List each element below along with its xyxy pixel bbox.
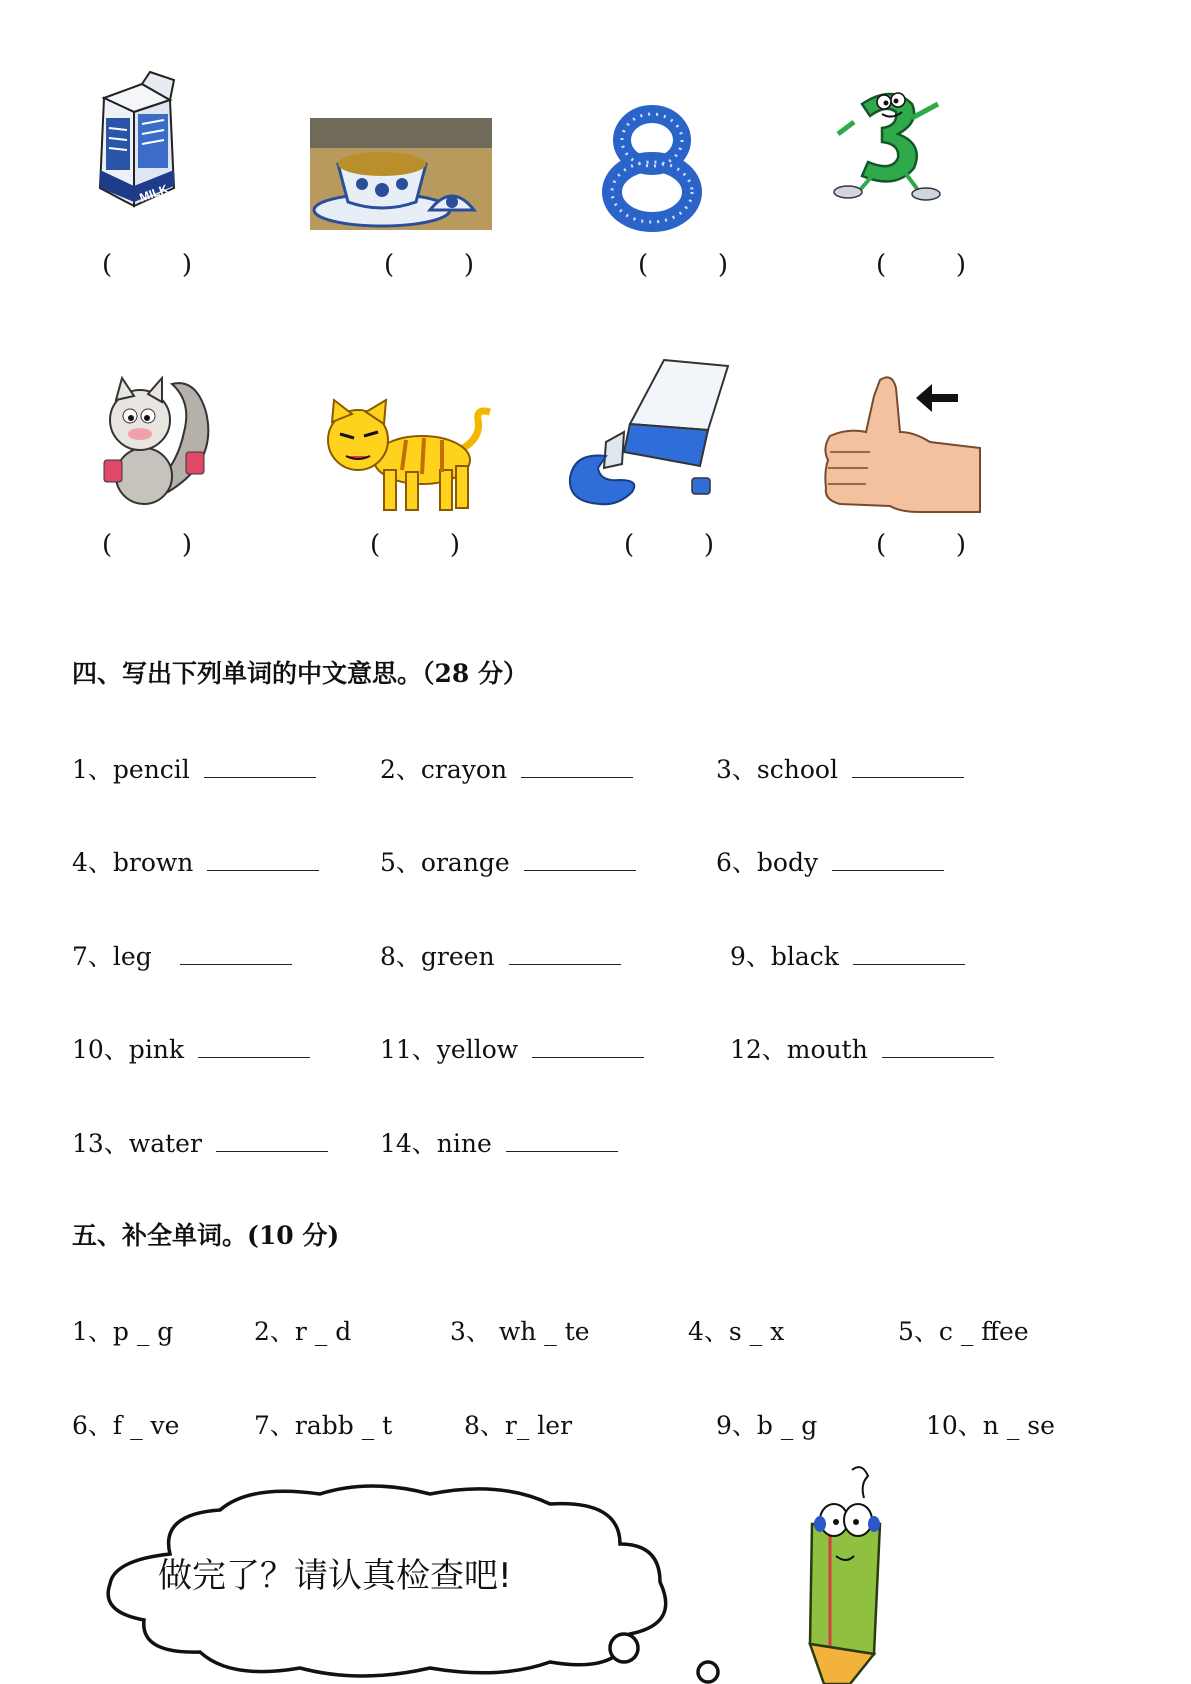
bracket-open: (: [370, 530, 381, 560]
answer-bracket[interactable]: [370, 530, 460, 560]
cat-picture: [306, 400, 502, 516]
bracket-close: ): [181, 530, 192, 560]
fill-word-item[interactable]: 5、c _ ffee: [898, 1317, 1029, 1346]
answer-blank[interactable]: [853, 942, 965, 965]
answer-blank[interactable]: [506, 1129, 618, 1152]
bracket-close: ): [449, 530, 460, 560]
answer-blank[interactable]: [204, 755, 316, 778]
answer-blank[interactable]: [532, 1035, 644, 1058]
answer-bracket[interactable]: [876, 530, 966, 560]
answer-blank[interactable]: [882, 1035, 994, 1058]
word-item: 7、leg: [72, 937, 292, 973]
pencil-character-picture: [790, 1464, 910, 1684]
fill-word-item[interactable]: 7、rabb _ t: [254, 1411, 393, 1440]
word-item: 14、nine: [380, 1124, 618, 1160]
bracket-close: ): [717, 250, 728, 280]
fill-word-item[interactable]: 8、r_ ler: [464, 1411, 573, 1440]
answer-bracket[interactable]: [624, 530, 714, 560]
bracket-open: (: [638, 250, 649, 280]
word-item: 6、body: [716, 843, 944, 879]
word-item: 12、mouth: [730, 1030, 994, 1066]
answer-bracket[interactable]: [638, 250, 728, 280]
word-item: 13、water: [72, 1124, 328, 1160]
tea-cup-picture: [310, 118, 492, 230]
bracket-open: (: [384, 250, 395, 280]
fill-word-item[interactable]: 9、b _ g: [716, 1411, 818, 1440]
fill-word-item[interactable]: 2、r _ d: [254, 1317, 352, 1346]
bracket-open: (: [102, 250, 113, 280]
bracket-close: ): [181, 250, 192, 280]
number-eight-picture: [602, 108, 702, 226]
bracket-close: ): [703, 530, 714, 560]
answer-blank[interactable]: [180, 942, 292, 965]
answer-bracket[interactable]: [102, 530, 192, 560]
toothpaste-picture: [560, 360, 750, 510]
bubble-text: 做完了？请认真检查吧!: [158, 1556, 512, 1596]
bracket-open: (: [876, 530, 887, 560]
word-item: 10、pink: [72, 1030, 310, 1066]
bracket-open: (: [876, 250, 887, 280]
answer-blank[interactable]: [216, 1129, 328, 1152]
word-item: 11、yellow: [380, 1030, 644, 1066]
answer-blank[interactable]: [852, 755, 964, 778]
section5-heading: 五、补全单词。(10 分): [72, 1221, 340, 1250]
word-item: 5、orange: [380, 843, 636, 879]
bracket-open: (: [624, 530, 635, 560]
answer-blank[interactable]: [198, 1035, 310, 1058]
fill-word-item[interactable]: 6、f _ ve: [72, 1411, 180, 1440]
thumb-picture: [820, 372, 982, 522]
answer-blank[interactable]: [207, 848, 319, 871]
word-item: 3、school: [716, 750, 964, 786]
milk-label: MILK: [137, 181, 170, 205]
fill-word-item[interactable]: 4、s _ x: [688, 1317, 785, 1346]
word-item: 1、pencil: [72, 750, 316, 786]
word-item: 2、crayon: [380, 750, 633, 786]
answer-bracket[interactable]: [102, 250, 192, 280]
word-item: 8、green: [380, 937, 621, 973]
squirrel-picture: [88, 372, 218, 508]
fill-word-item[interactable]: 3、 wh _ te: [450, 1317, 590, 1346]
answer-blank[interactable]: [832, 848, 944, 871]
bracket-open: (: [102, 530, 113, 560]
section4-heading: 四、写出下列单词的中文意思。（28 分）: [72, 659, 528, 688]
number-three-character-picture: [826, 82, 954, 204]
answer-blank[interactable]: [524, 848, 636, 871]
answer-blank[interactable]: [509, 942, 621, 965]
fill-word-item[interactable]: 1、p _ g: [72, 1317, 174, 1346]
word-item: 4、brown: [72, 843, 319, 879]
bracket-close: ): [955, 250, 966, 280]
milk-carton-picture: [94, 70, 180, 210]
fill-word-item[interactable]: 10、n _ se: [926, 1411, 1055, 1440]
answer-bracket[interactable]: [384, 250, 474, 280]
answer-blank[interactable]: [521, 755, 633, 778]
word-item: 9、black: [730, 937, 965, 973]
answer-bracket[interactable]: [876, 250, 966, 280]
bracket-close: ): [463, 250, 474, 280]
bracket-close: ): [955, 530, 966, 560]
